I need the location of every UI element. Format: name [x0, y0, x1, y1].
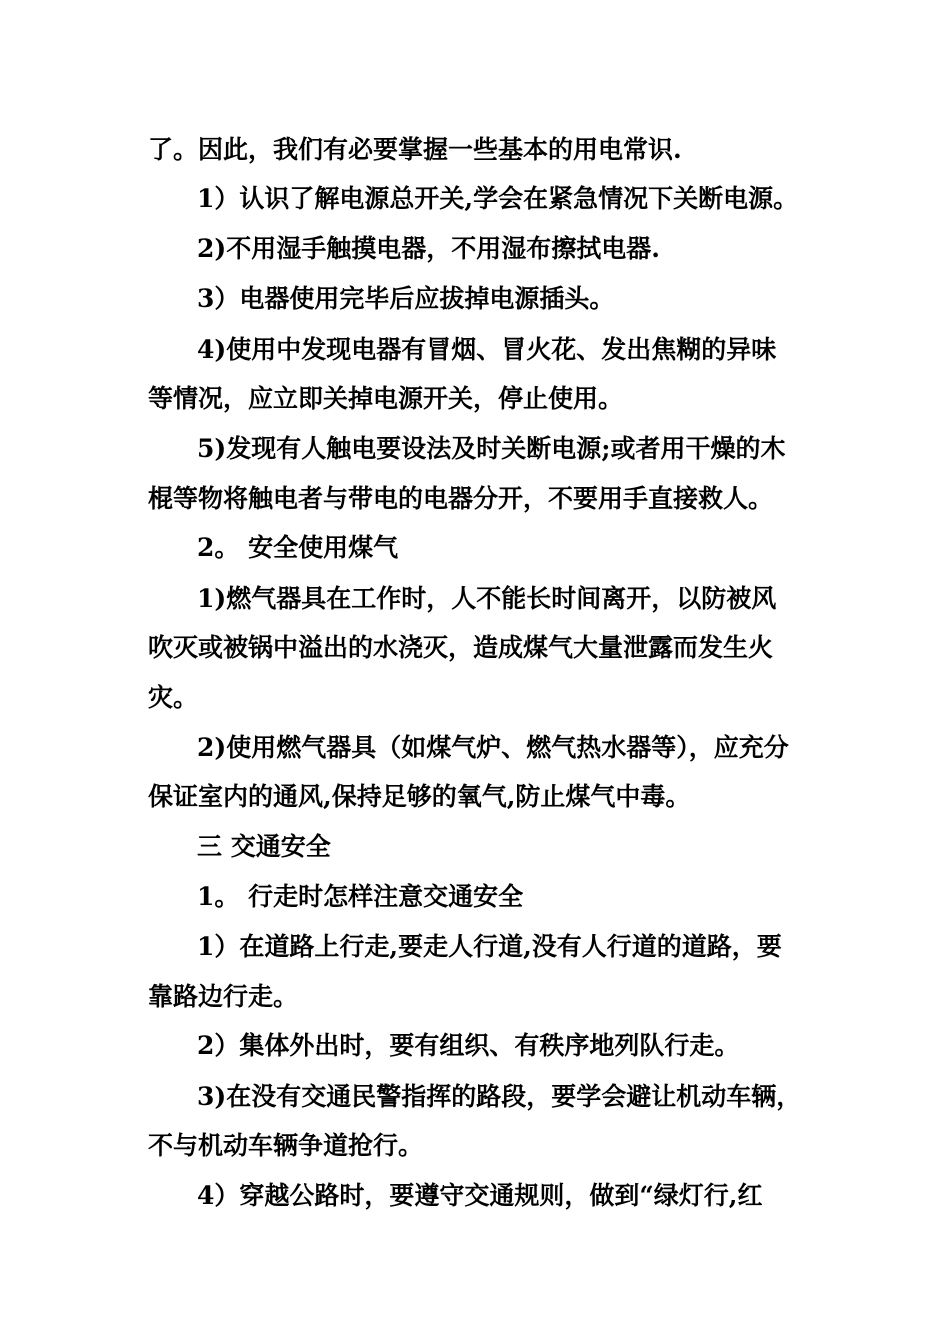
section-heading: 2。 安全使用煤气: [197, 533, 399, 562]
text-line: 4)使用中发现电器有冒烟、冒火花、发出焦糊的异味: [197, 335, 777, 364]
text-line: 保证室内的通风,保持足够的氧气,防止煤气中毒。: [148, 782, 691, 811]
text-line: 3)在没有交通民警指挥的路段，要学会避让机动车辆，: [197, 1082, 802, 1111]
text-line: 灾。: [148, 683, 199, 712]
text-line: 3）电器使用完毕后应拔掉电源插头。: [197, 284, 615, 313]
text-line: 靠路边行走。: [148, 982, 299, 1011]
section-heading: 1。 行走时怎样注意交通安全: [197, 882, 524, 911]
text-line: 不与机动车辆争道抢行。: [148, 1131, 424, 1160]
text-line: 等情况，应立即关掉电源开关，停止使用。: [148, 384, 624, 413]
text-line: 棍等物将触电者与带电的电器分开，不要用手直接救人。: [148, 484, 774, 513]
text-line: 1）在道路上行走,要走人行道,没有人行道的道路，要: [197, 932, 782, 961]
section-heading: 三 交通安全: [197, 832, 331, 861]
text-line: 2)不用湿手触摸电器，不用湿布擦拭电器.: [197, 234, 660, 263]
text-line: 4）穿越公路时，要遵守交通规则，做到“绿灯行,红: [197, 1181, 763, 1210]
text-line: 5)发现有人触电要设法及时关断电源;或者用干燥的木: [197, 434, 786, 463]
text-line: 吹灭或被锅中溢出的水浇灭，造成煤气大量泄露而发生火: [148, 633, 774, 662]
text-line: 了。因此，我们有必要掌握一些基本的用电常识.: [148, 135, 682, 164]
text-line: 1）认识了解电源总开关,学会在紧急情况下关断电源。: [197, 184, 799, 213]
text-line: 2)使用燃气器具（如煤气炉、燃气热水器等），应充分: [197, 733, 789, 762]
text-line: 2）集体外出时，要有组织、有秩序地列队行走。: [197, 1031, 740, 1060]
text-line: 1)燃气器具在工作时，人不能长时间离开，以防被风: [197, 584, 777, 613]
